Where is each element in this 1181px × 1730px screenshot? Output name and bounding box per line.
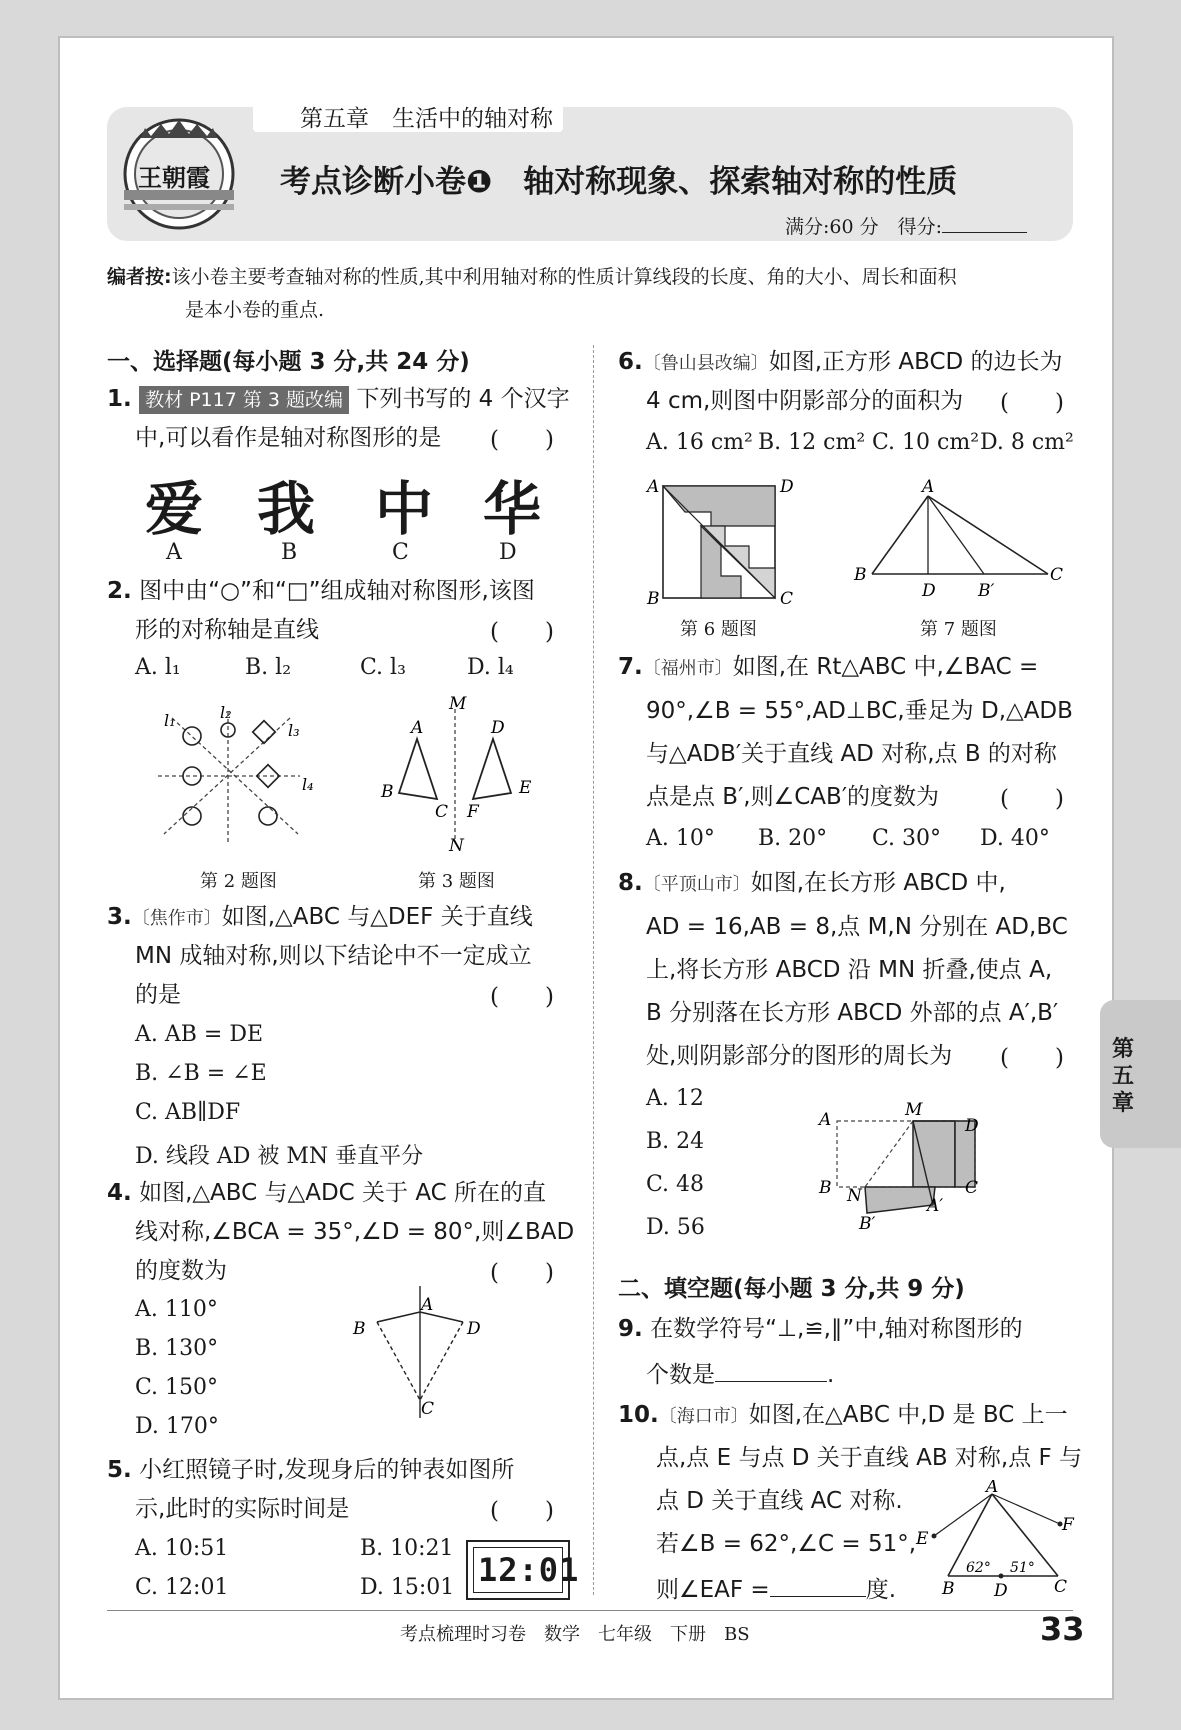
fig7-label-d: D (922, 581, 936, 601)
q2-option-a[interactable]: A. l₁ (135, 655, 181, 680)
section-2-heading: 二、填空题(每小题 3 分,共 9 分) (618, 1276, 965, 1302)
fig3-label-e: E (519, 778, 532, 798)
q7-option-b[interactable]: B. 20° (758, 826, 828, 851)
figure-6 (645, 472, 805, 607)
question-10 (618, 1396, 1068, 1436)
q10-line1: 如图,在△ABC 中,D 是 BC 上一 (748, 1402, 1068, 1428)
q3-option-c[interactable]: C. AB∥DF (135, 1100, 241, 1125)
q9-line2-row: 个数是 . (646, 1353, 834, 1395)
q7-number: 7. (618, 654, 643, 680)
side-tab-char-3: 章 (1112, 1091, 1135, 1116)
q10-line2: 点,点 E 与点 D 关于直线 AB 对称,点 F 与 (656, 1445, 1083, 1471)
q3-line1: 如图,△ABC 与△DEF 关于直线 (221, 904, 533, 930)
q10-source: 〔海口市〕 (658, 1406, 749, 1427)
q5-option-d[interactable]: D. 15:01 (360, 1575, 455, 1600)
q3-option-a[interactable]: A. AB = DE (135, 1022, 264, 1047)
fig7-label-bprime: B′ (978, 581, 995, 601)
fig7-label-b: B (854, 565, 867, 585)
q4-line2: 线对称,∠BCA = 35°,∠D = 80°,则∠BAD (135, 1219, 575, 1245)
q2-answer-paren[interactable]: ( ) (490, 619, 554, 645)
fig6-label-c: C (780, 589, 794, 607)
figure-3-caption: 第 3 题图 (418, 871, 495, 892)
q7-option-c[interactable]: C. 30° (872, 826, 942, 851)
fig3-label-d: D (491, 718, 505, 738)
score-blank[interactable] (942, 214, 1027, 233)
page-number: 33 (1040, 1610, 1085, 1648)
q5-option-b[interactable]: B. 10:21 (360, 1536, 454, 1561)
q10-line5a: 则∠EAF = (656, 1577, 770, 1603)
figure-3 (375, 695, 550, 855)
q4-number: 4. (107, 1180, 132, 1206)
q5-line1: 小红照镜子时,发现身后的钟表如图所 (139, 1457, 515, 1483)
question-5 (107, 1451, 514, 1490)
q10-answer-blank[interactable] (770, 1568, 866, 1597)
q1-line2: 中,可以看作是轴对称图形的是 (135, 425, 442, 451)
side-tab-char-1: 第 (1112, 1037, 1135, 1062)
q1-char-d: 华 (483, 475, 542, 543)
question-9 (618, 1310, 1023, 1349)
question-8 (618, 864, 1006, 904)
question-4 (107, 1174, 546, 1213)
q8-line2: AD = 16,AB = 8,点 M,N 分别在 AD,BC (646, 914, 1068, 940)
score-text: 满分:60 分 得分: (785, 216, 943, 238)
q1-letter-a[interactable]: A (166, 540, 182, 565)
q5-line2: 示,此时的实际时间是 (135, 1496, 350, 1522)
figure-10 (910, 1480, 1085, 1600)
q1-char-a: 爱 (145, 475, 204, 543)
editor-note (107, 262, 957, 289)
q10-line3: 点 D 关于直线 AC 对称. (656, 1488, 903, 1514)
fig4-label-c: C (421, 1399, 435, 1419)
fig7-label-a: A (922, 477, 935, 497)
q3-answer-paren[interactable]: ( ) (490, 984, 554, 1010)
fig3-label-b: B (381, 782, 394, 802)
q8-line1: 如图,在长方形 ABCD 中, (750, 870, 1006, 896)
q5-option-c[interactable]: C. 12:01 (135, 1575, 229, 1600)
question-1 (107, 380, 570, 419)
q6-number: 6. (618, 349, 643, 375)
figure-7-caption: 第 7 题图 (920, 619, 997, 640)
q1-line1: 下列书写的 4 个汉字 (356, 386, 570, 412)
q5-option-a[interactable]: A. 10:51 (135, 1536, 229, 1561)
q8-source: 〔平顶山市〕 (642, 874, 751, 895)
side-tab-char-2: 五 (1112, 1064, 1135, 1089)
fig2-label-l4: l₄ (302, 775, 314, 794)
q7-source: 〔福州市〕 (642, 658, 733, 679)
figure-2 (150, 700, 325, 850)
fig8-label-c: C (965, 1178, 979, 1198)
chapter-title: 第五章 生活中的轴对称 (300, 106, 553, 132)
q10-line4: 若∠B = 62°,∠C = 51°, (656, 1531, 917, 1557)
editor-note-label: 编者按: (107, 266, 172, 288)
q1-letter-d[interactable]: D (499, 540, 517, 565)
fig8-label-n: N (847, 1186, 862, 1206)
q6-line1: 如图,正方形 ABCD 的边长为 (768, 349, 1063, 375)
q7-option-d[interactable]: D. 40° (980, 826, 1050, 851)
q7-line2: 90°,∠B = 55°,AD⊥BC,垂足为 D,△ADB (646, 698, 1073, 724)
fig8-label-a: A (819, 1110, 832, 1130)
fig6-label-b: B (647, 589, 660, 607)
q7-line3: 与△ADB′关于直线 AD 对称,点 B 的对称 (646, 741, 1057, 767)
figure-4 (345, 1282, 495, 1422)
q6-answer-paren[interactable]: ( ) (1000, 390, 1064, 416)
fig4-label-a: A (421, 1295, 434, 1315)
fig10-label-c: C (1054, 1577, 1068, 1597)
editor-note-line2: 是本小卷的重点. (185, 299, 325, 321)
q8-option-a[interactable]: A. 12 (646, 1086, 704, 1111)
q6-line2: 4 cm,则图中阴影部分的面积为 (646, 388, 964, 414)
q6-option-d[interactable]: D. 8 cm² (980, 430, 1074, 455)
q8-number: 8. (618, 870, 643, 896)
q1-answer-paren[interactable]: ( ) (490, 427, 554, 453)
q2-option-b[interactable]: B. l₂ (245, 655, 292, 680)
fig2-label-l2: l₂ (220, 703, 232, 722)
q6-option-b[interactable]: B. 12 cm² (758, 430, 866, 455)
q4-option-c[interactable]: C. 150° (135, 1375, 219, 1400)
q9-line1: 在数学符号“⊥,≌,∥”中,轴对称图形的 (650, 1316, 1023, 1342)
question-3 (107, 898, 533, 938)
fig8-label-d: D (965, 1116, 979, 1136)
fig10-label-a: A (986, 1480, 999, 1497)
editor-note-line1: 该小卷主要考查轴对称的性质,其中利用轴对称的性质计算线段的长度、角的大小、周长和面积 (171, 266, 957, 288)
q5-answer-paren[interactable]: ( ) (490, 1498, 554, 1524)
q8-line3: 上,将长方形 ABCD 沿 MN 折叠,使点 A, (646, 957, 1053, 983)
fig8-label-b: B (819, 1178, 832, 1198)
q3-line2: MN 成轴对称,则以下结论中不一定成立 (135, 943, 532, 969)
q8-line5: 处,则阴影部分的图形的周长为 (646, 1043, 953, 1069)
q4-option-b[interactable]: B. 130° (135, 1336, 219, 1361)
q10-line5b: 度. (865, 1577, 897, 1603)
q3-source: 〔焦作市〕 (131, 908, 222, 929)
q8-answer-paren[interactable]: ( ) (1000, 1045, 1064, 1071)
q2-option-d[interactable]: D. l₄ (467, 655, 514, 680)
q7-line1: 如图,在 Rt△ABC 中,∠BAC = (732, 654, 1039, 680)
q1-char-b: 我 (257, 475, 316, 543)
q3-line3: 的是 (135, 982, 181, 1008)
fig10-label-b: B (942, 1579, 955, 1599)
fig2-label-l3: l₃ (288, 721, 300, 740)
q10-number: 10. (618, 1402, 659, 1428)
publisher-logo (116, 110, 242, 234)
q9-number: 9. (618, 1316, 643, 1342)
q1-number: 1. (107, 386, 132, 412)
fig7-label-c: C (1050, 565, 1064, 585)
q8-option-c[interactable]: C. 48 (646, 1172, 705, 1197)
fig3-label-a: A (411, 718, 424, 738)
q4-option-d[interactable]: D. 170° (135, 1414, 219, 1439)
q6-source: 〔鲁山县改编〕 (642, 353, 769, 374)
column-divider (593, 345, 594, 1595)
fig3-label-m: M (449, 695, 467, 714)
q9-line2: 个数是 (646, 1362, 715, 1388)
fig3-label-n: N (449, 836, 464, 855)
footer-text: 考点梳理时习卷 数学 七年级 下册 BS (400, 1624, 750, 1645)
q1-letter-c[interactable]: C (392, 540, 409, 565)
fig6-label-d: D (780, 477, 794, 497)
q2-line2: 形的对称轴是直线 (135, 617, 319, 643)
q2-number: 2. (107, 578, 132, 604)
fig3-label-c: C (435, 802, 449, 822)
q7-answer-paren[interactable]: ( ) (1000, 786, 1064, 812)
q6-option-c[interactable]: C. 10 cm² (872, 430, 980, 455)
fig8-label-aprime: A′ (927, 1196, 944, 1216)
fig6-label-a: A (647, 477, 660, 497)
q2-option-c[interactable]: C. l₃ (360, 655, 406, 680)
figure-8 (815, 1095, 995, 1235)
score-label (785, 212, 1027, 239)
fig10-label-e: E (916, 1529, 929, 1549)
figure-7 (850, 472, 1070, 602)
q4-answer-paren[interactable]: ( ) (490, 1260, 554, 1286)
q3-number: 3. (107, 904, 132, 930)
q3-option-b[interactable]: B. ∠B = ∠E (135, 1061, 267, 1086)
q4-line3: 的度数为 (135, 1258, 227, 1284)
q8-option-b[interactable]: B. 24 (646, 1129, 705, 1154)
q6-option-a[interactable]: A. 16 cm² (646, 430, 753, 455)
question-7 (618, 648, 1038, 688)
q8-line4: B 分别落在长方形 ABCD 外部的点 A′,B′ (646, 1000, 1059, 1026)
q1-source-tag: 教材 P117 第 3 题改编 (139, 386, 349, 414)
fig4-label-b: B (353, 1319, 366, 1339)
fig10-label-f: F (1062, 1515, 1074, 1535)
footer-rule (107, 1610, 1073, 1611)
figure-6-caption: 第 6 题图 (680, 619, 757, 640)
fig10-label-d: D (994, 1581, 1008, 1600)
q7-line4: 点是点 B′,则∠CAB′的度数为 (646, 784, 940, 810)
fig10-angle-b: 62° (966, 1560, 991, 1576)
question-2 (107, 572, 535, 611)
q4-option-a[interactable]: A. 110° (135, 1297, 218, 1322)
section-1-heading: 一、选择题(每小题 3 分,共 24 分) (107, 349, 470, 375)
q2-line1: 图中由“○”和“□”组成轴对称图形,该图 (139, 578, 535, 604)
q3-option-d[interactable]: D. 线段 AD 被 MN 垂直平分 (135, 1144, 424, 1169)
digital-clock (466, 1540, 580, 1600)
q1-characters (145, 462, 565, 543)
chapter-side-tab (1100, 1000, 1181, 1148)
fig4-label-d: D (467, 1319, 481, 1339)
q4-line1: 如图,△ABC 与△ADC 关于 AC 所在的直 (139, 1180, 547, 1206)
fig8-label-m: M (905, 1100, 923, 1120)
figure-2-caption: 第 2 题图 (200, 871, 277, 892)
q1-char-c: 中 (375, 475, 434, 543)
logo-text: 王朝霞 (138, 163, 210, 192)
fig2-label-l1: l₁ (164, 711, 176, 730)
fig10-angle-c: 51° (1010, 1560, 1035, 1576)
q5-number: 5. (107, 1457, 132, 1483)
page-title: 考点诊断小卷❶ 轴对称现象、探索轴对称的性质 (280, 164, 958, 200)
clock-display: 12:01 (478, 1551, 580, 1589)
q8-option-d[interactable]: D. 56 (646, 1215, 705, 1240)
question-6 (618, 343, 1063, 383)
q10-line5-row (656, 1568, 896, 1610)
q9-answer-blank[interactable] (715, 1353, 827, 1382)
q7-option-a[interactable]: A. 10° (646, 826, 715, 851)
fig8-label-bprime: B′ (859, 1214, 876, 1234)
q1-letter-b[interactable]: B (281, 540, 298, 565)
fig3-label-f: F (467, 802, 479, 822)
